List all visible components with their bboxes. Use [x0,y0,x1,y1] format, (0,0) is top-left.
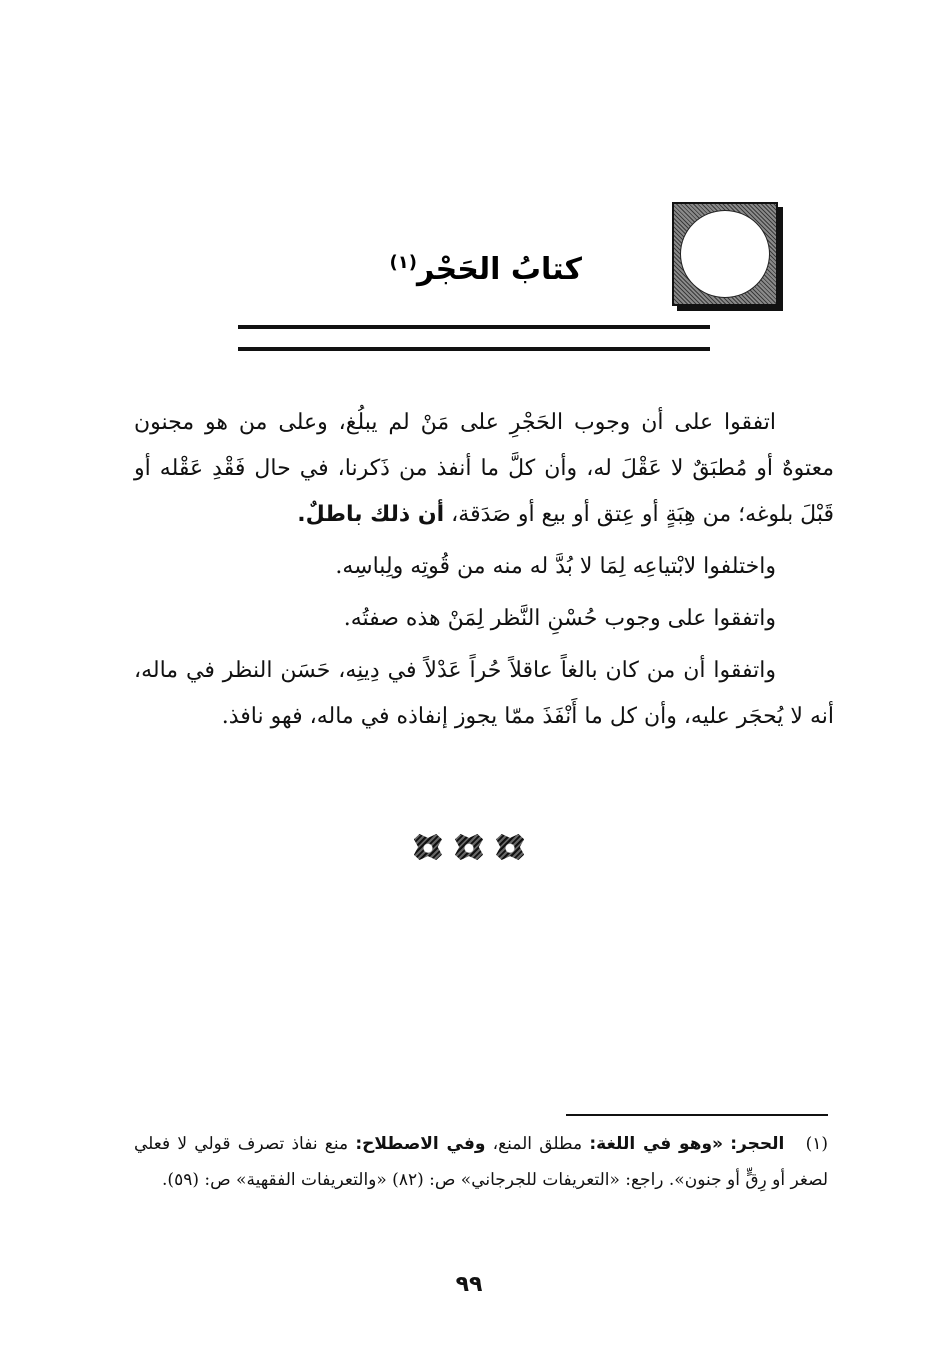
title-rule-bottom [238,347,710,351]
footnote-term: الحجر: [730,1134,785,1154]
chapter-title-text: كتابُ الحَجْر [417,252,582,287]
footnote-label-istilah: وفي الاصطلاح: [355,1134,486,1154]
paragraph-1-text: اتفقوا على أن وجوب الحَجْرِ على مَنْ لم يبلُغ، وعلى من هو مجنون معتوهٌ أو مُطبَقٌ لا عَقْلَ له، وأن كلَّ ما أنفذ من ذَكرنا، في حال فَقْدِ عَقْله أو قَبْلَ بلوغه؛ من هِبَةٍ أو عِتق أو بيع أو صَدَقة، [134,410,834,527]
floral-ornament-icon [414,834,442,860]
footnote-label-lugha: «وهو في اللغة: [589,1134,724,1154]
footnote-text-lugha: مطلق المنع، [492,1134,583,1154]
chapter-ornament-box [672,202,778,306]
floral-ornament-icon [455,834,483,860]
paragraph-2: واختلفوا لابْتياعِه لِمَا لا بُدَّ له منه من قُوتِه ولِباسِه. [335,554,776,579]
chapter-title [390,252,582,287]
floral-ornament-icon [496,834,524,860]
footnote-text-istilah: منع نفاذ تصرف قولي لا فعلي لصغر أو رِقٍّ أو جنون». راجع: «التعريفات للجرجاني» ص: (٨٢) «والتعريفات الفقهية» ص: (٥٩). [134,1134,828,1190]
title-rule-top [238,325,710,329]
footnote-number: (١) [805,1134,828,1154]
footnote-separator [566,1114,828,1116]
footnote [134,1126,828,1198]
paragraph-1 [134,400,834,538]
body-text [134,400,834,746]
chapter-circle-icon [680,210,770,298]
page-number: ٩٩ [455,1272,483,1297]
chapter-footnote-ref[interactable]: (١) [389,252,417,273]
section-ornament [0,834,938,864]
paragraph-3: واتفقوا على وجوب حُسْنِ النَّظر لِمَنْ هذه صفتُه. [343,606,776,631]
paragraph-4: واتفقوا أن من كان بالغاً عاقلاً حُراً عَدْلاً في دِينِه، حَسَن النظر في ماله، أنه لا يُحجَر عليه، وأن كل ما أَنْفَذَ ممّا يجوز إنفاذه في ماله، فهو نافذ. [134,658,834,729]
paragraph-1-bold-tail: أن ذلك باطلٌ. [297,502,445,527]
